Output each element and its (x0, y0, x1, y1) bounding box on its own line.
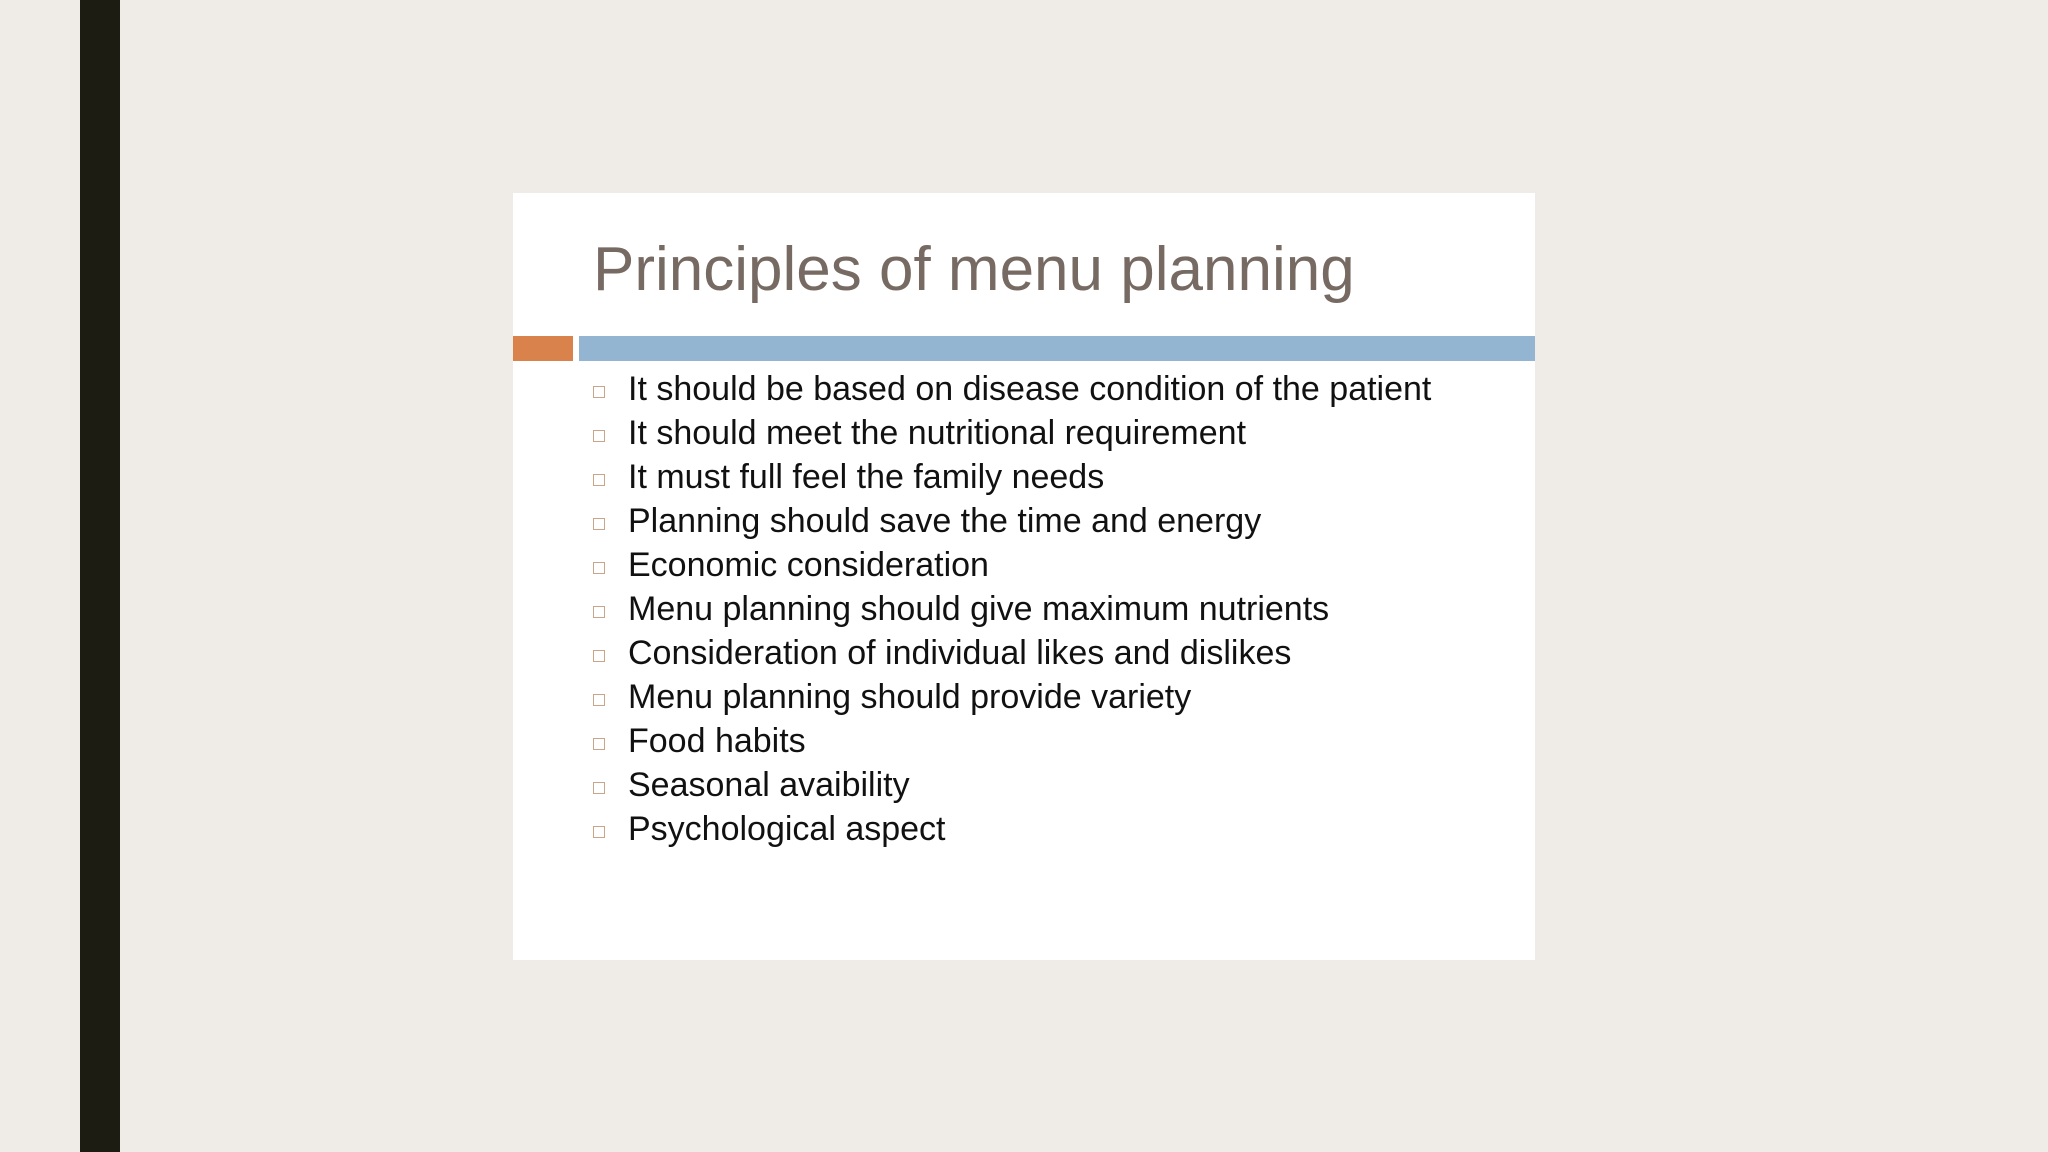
list-item-text: Seasonal avaibility (628, 766, 910, 804)
list-item (593, 411, 1431, 455)
list-item (593, 631, 1431, 675)
list-item-text: Consideration of individual likes and dislikes (628, 634, 1292, 672)
square-bullet-icon (593, 430, 605, 442)
list-item-text: It should be based on disease condition of the patient (628, 370, 1432, 408)
slide-title: Principles of menu planning (593, 235, 1355, 304)
square-bullet-icon (593, 826, 605, 838)
square-bullet-icon (593, 518, 605, 530)
square-bullet-icon (593, 650, 605, 662)
list-item (593, 587, 1431, 631)
square-bullet-icon (593, 562, 605, 574)
bullet-list (593, 367, 1431, 851)
list-item (593, 719, 1431, 763)
list-item-text: Food habits (628, 722, 806, 760)
left-decorative-bar (80, 0, 120, 1152)
list-item-text: It must full feel the family needs (628, 458, 1105, 496)
square-bullet-icon (593, 738, 605, 750)
list-item (593, 367, 1431, 411)
list-item (593, 807, 1431, 851)
list-item-text: Economic consideration (628, 546, 989, 584)
list-item-text: Planning should save the time and energy (628, 502, 1262, 540)
square-bullet-icon (593, 782, 605, 794)
list-item-text: Menu planning should provide variety (628, 678, 1192, 716)
list-item (593, 675, 1431, 719)
square-bullet-icon (593, 694, 605, 706)
square-bullet-icon (593, 474, 605, 486)
list-item (593, 543, 1431, 587)
list-item (593, 763, 1431, 807)
list-item (593, 455, 1431, 499)
title-accent-orange (513, 336, 573, 361)
square-bullet-icon (593, 386, 605, 398)
list-item (593, 499, 1431, 543)
list-item-text: Menu planning should give maximum nutrients (628, 590, 1330, 628)
square-bullet-icon (593, 606, 605, 618)
list-item-text: It should meet the nutritional requirement (628, 414, 1247, 452)
slide-panel (513, 193, 1535, 960)
title-accent-blue (579, 336, 1535, 361)
list-item-text: Psychological aspect (628, 810, 946, 848)
